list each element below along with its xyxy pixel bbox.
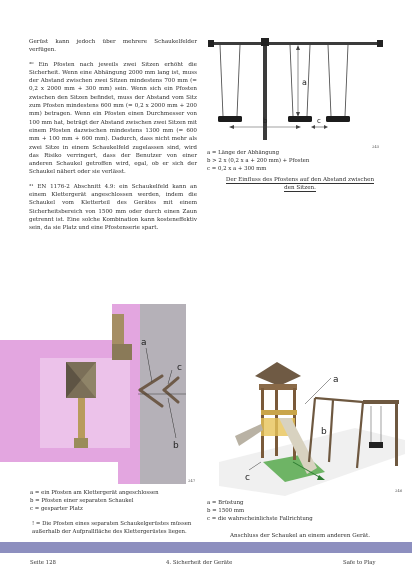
swing-seat <box>369 442 383 448</box>
fig247-label-b: b <box>173 441 179 451</box>
fig245-legend-b: b > 2 x (0,2 x a + 200 mm) + Pfosten <box>207 157 310 164</box>
left-text-column <box>29 38 197 239</box>
fig246-caption <box>210 532 390 540</box>
figure-246 <box>205 358 410 498</box>
footer-band <box>0 542 412 553</box>
fig245-label-a: a <box>302 78 307 87</box>
paragraph-intro: Gerüst kann jedoch über mehrere Schaukelfelder verfügen. <box>29 39 197 54</box>
seat-2 <box>288 116 312 122</box>
footer-chapter: 4. Sicherheit der Geräte <box>166 560 233 566</box>
seat-3 <box>326 116 350 122</box>
middle-post-cap <box>261 38 269 46</box>
fig247-label-a: a <box>141 338 147 348</box>
fig246-label-c: c <box>245 473 250 483</box>
paragraph-note-30: ³⁰ Ein Pfosten nach jeweils zwei Sitzen erhöht die Sicherheit. Wenn eine Abhängung 2000 mm lang ist, muss der Abstand zwischen zwei Sitzen mindestens 700 mm (= 0,2 x 2000 mm + 300 mm) sein. Wenn sich ein Pfosten zwischen den Sitzen befindet, muss der Abstand vom Sitz zum Pfosten mindestens 600 mm (= 0,2 x 2000 mm + 200 mm) betragen. Wenn ein Pfosten einen Durchmesser von 100 mm hat, beträgt der Abstand zwischen zwei Sitzen mit einem Pfosten dazwischen mindestens 1300 mm (= 600 mm + 100 mm + 600 mm). Dadurch, dass nicht mehr als zwei Sitze in einem Schaukelfeld zugelassen sind, wird das Risiko verringert, dass der Benutzer von einer anderen Schaukel getroffen wird, egal, ob er sich der Schaukel nähert oder sie verlässt. <box>29 61 197 176</box>
figure-245 <box>206 30 386 155</box>
fig247-number: 247 <box>188 478 196 483</box>
seat-1 <box>218 116 242 122</box>
fig246-legend-c: c = die wahrscheinlichste Fallrichtung <box>207 515 313 522</box>
fig246-legend-a: a = Brüstung <box>207 500 244 506</box>
fig245-legend <box>207 150 387 173</box>
fig246-label-a: a <box>333 375 339 385</box>
fig245-number: 245 <box>372 144 380 149</box>
footer-page-number: Seite 128 <box>30 560 56 566</box>
figure-247 <box>0 298 200 488</box>
fig245-label-b: b <box>263 117 268 125</box>
fig246-caption-text: Anschluss der Schaukel an einem anderen Gerät. <box>229 533 371 539</box>
fig247-legend-c: c = gesparter Platz <box>30 505 83 512</box>
fig247-legend-a: a = ein Pfosten am Klettergerät angeschlossen <box>30 490 159 496</box>
tower-roof <box>255 362 301 386</box>
fig247-label-c: c <box>177 363 182 373</box>
fig246-legend <box>207 500 387 523</box>
fig246-number: 246 <box>395 488 403 493</box>
fig246-legend-b: b = 1500 mm <box>207 507 245 514</box>
footer-brand: Safe to Play <box>343 560 376 566</box>
playground-render <box>205 358 410 498</box>
swing-spacing-diagram <box>206 30 386 155</box>
fig245-legend-c: c = 0,2 x a + 300 mm <box>207 165 267 172</box>
fig247-legend <box>30 490 200 513</box>
fig247-warning <box>32 521 198 537</box>
fig247-warning-text: ! = Die Pfosten eines separaten Schaukelgerüstes müssen außerhalb der Aufprallfläche des Klettergerüstes liegen. <box>32 521 192 535</box>
fig247-legend-b: b = Pfosten einer separaten Schaukel <box>30 497 134 504</box>
top-beam <box>208 42 383 45</box>
fig245-caption <box>220 176 380 192</box>
fig245-legend-a: a = Länge der Abhängung <box>207 150 280 156</box>
paragraph-note-31: ³¹ EN 1176-2 Abschnitt 4.9: ein Schaukelfeld kann an einem Klettergerät angeschlossen werden, indem die Schaukel vom Kletterteil des Gerätes mit einem Sicherheitsbereich von 1500 mm oder durch einen Zaun getrennt ist. Eine solche Kombination kann kosteneffektiv sein, da sie Platz und eine Pfostenserie spart. <box>29 183 197 232</box>
fig245-caption-text: Der Einfluss des Pfostens auf den Abstand zwischen den Sitzen. <box>225 177 375 192</box>
middle-post <box>263 40 267 140</box>
fig245-label-c: c <box>317 117 321 125</box>
right-post-cap <box>377 40 383 47</box>
plan-view-diagram <box>0 298 200 488</box>
fig246-label-b: b <box>321 427 327 437</box>
left-post-cap <box>208 40 214 47</box>
